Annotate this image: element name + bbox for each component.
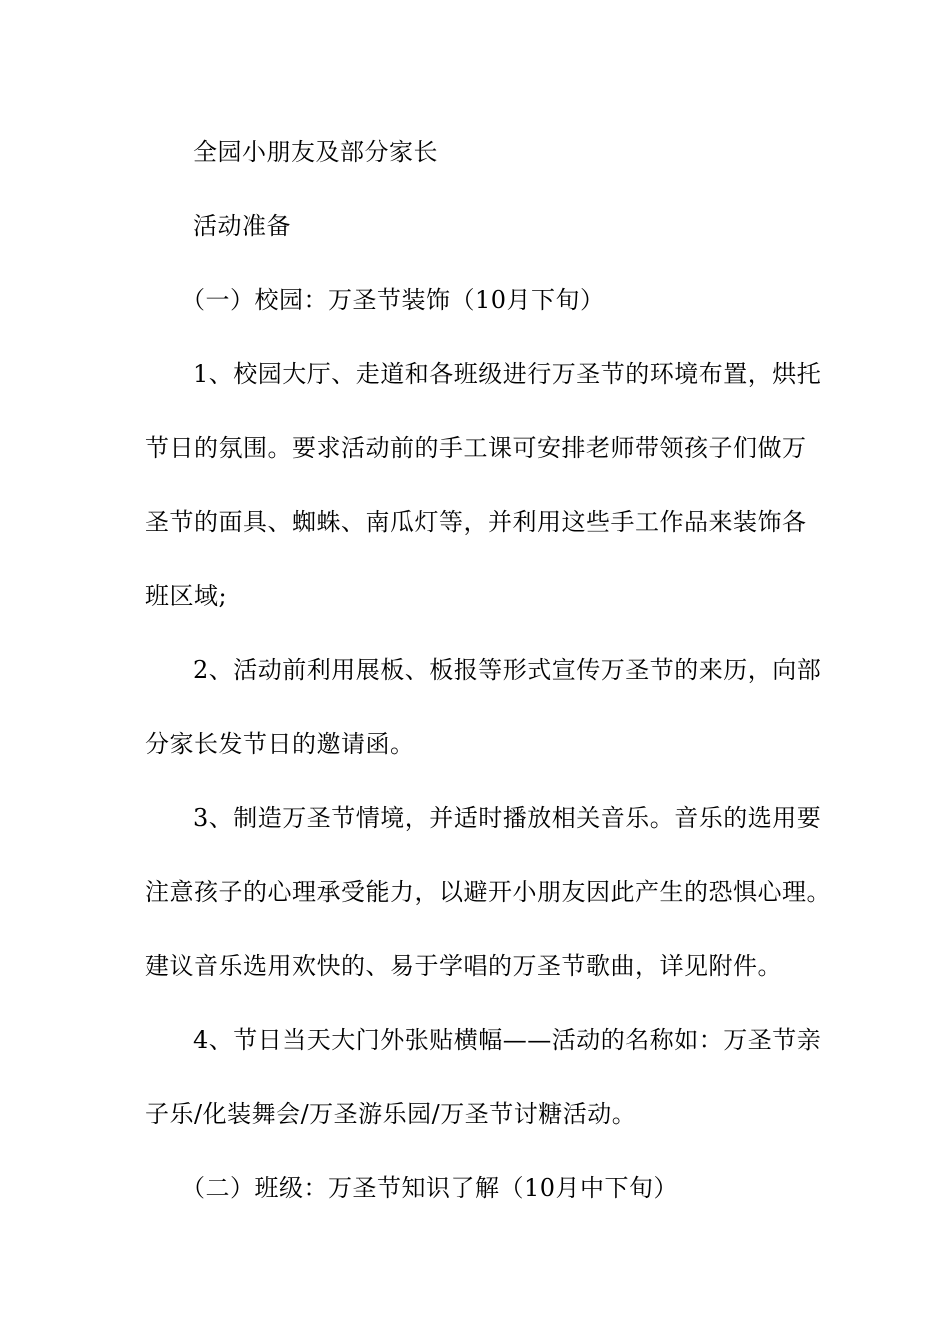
paragraph-1-line-4: 班区域; [145,582,228,610]
paragraph-1-line-3: 圣节的面具、蜘蛛、南瓜灯等，并利用这些手工作品来装饰各 [145,508,807,536]
paragraph-3-line-2: 注意孩子的心理承受能力，以避开小朋友因此产生的恐惧心理。 [145,878,831,906]
paragraph-4-line-2: 子乐/化装舞会/万圣游乐园/万圣节讨糖活动。 [145,1100,637,1128]
participants-line: 全园小朋友及部分家长 [193,138,438,166]
paragraph-4-line-1: 4、节日当天大门外张贴横幅——活动的名称如：万圣节亲 [193,1026,822,1054]
paragraph-1-line-1: 1、校园大厅、走道和各班级进行万圣节的环境布置，烘托 [193,360,822,388]
paragraph-2-line-2: 分家长发节日的邀请函。 [145,730,415,758]
subsection-heading-class: （二）班级：万圣节知识了解（10月中下旬） [181,1174,679,1202]
paragraph-3-line-3: 建议音乐选用欢快的、易于学唱的万圣节歌曲，详见附件。 [145,952,782,980]
paragraph-3-line-1: 3、制造万圣节情境，并适时播放相关音乐。音乐的选用要 [193,804,822,832]
paragraph-2-line-1: 2、活动前利用展板、板报等形式宣传万圣节的来历，向部 [193,656,822,684]
subsection-heading-campus: （一）校园：万圣节装饰（10月下旬） [181,286,605,314]
section-heading-preparation: 活动准备 [193,212,291,240]
paragraph-1-line-2: 节日的氛围。要求活动前的手工课可安排老师带领孩子们做万 [145,434,807,462]
